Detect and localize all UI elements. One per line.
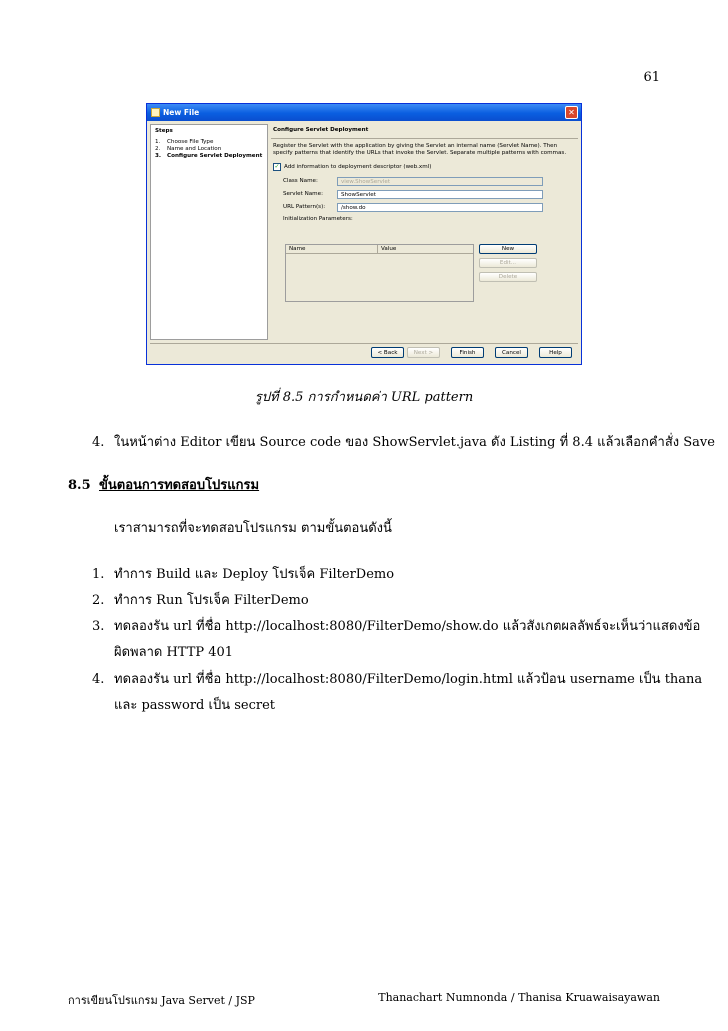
footer-right: Thanachart Numnonda / Thanisa Kruawaisayawan <box>378 991 660 1004</box>
delete-button[interactable]: Delete <box>479 272 537 282</box>
class-name-field: view.ShowServlet <box>337 177 543 186</box>
button-separator <box>150 343 578 344</box>
list-item: 4. ทดลองรัน url ที่ชื่อ http://localhost:8080/FilterDemo/login.html แล้วป้อน username เป็น thana <box>92 672 703 687</box>
list-item: 3. ทดลองรัน url ที่ชื่อ http://localhost:8080/FilterDemo/show.do แล้วสังเกตผลลัพธ์จะเห็นว่าแสดงข้อ <box>92 619 701 634</box>
step-4-text: 4. ในหน้าต่าง Editor เขียน Source code ของ ShowServlet.java ดัง Listing ที่ 8.4 แล้วเลือกคำสั่ง Save <box>92 435 715 450</box>
class-name-label: Class Name: <box>283 178 318 184</box>
steps-panel <box>150 124 268 340</box>
list-item-continuation: และ password เป็น secret <box>114 698 275 713</box>
servlet-name-label: Servlet Name: <box>283 191 323 197</box>
file-icon <box>151 108 160 117</box>
cancel-button[interactable]: Cancel <box>495 347 528 358</box>
new-file-dialog-screenshot <box>146 103 582 365</box>
close-icon[interactable]: ✕ <box>565 106 578 119</box>
deployment-checkbox-row[interactable] <box>273 163 578 171</box>
dialog-title-bar <box>147 104 581 121</box>
steps-heading: Steps <box>155 128 173 134</box>
step-item: 2. Name and Location <box>155 146 222 152</box>
list-item-continuation: ผิดพลาด HTTP 401 <box>114 645 234 660</box>
table-header <box>286 245 473 254</box>
url-pattern-field[interactable]: /show.do <box>337 203 543 212</box>
list-item: 1. ทำการ Build และ Deploy โปรเจ็ค FilterDemo <box>92 567 395 582</box>
servlet-name-field[interactable]: ShowServlet <box>337 190 543 199</box>
step-item-current: 3. Configure Servlet Deployment <box>155 153 263 159</box>
help-button[interactable]: Help <box>539 347 572 358</box>
init-params-table[interactable] <box>285 244 474 302</box>
dialog-title: New File <box>163 108 200 117</box>
new-button[interactable]: New <box>479 244 537 254</box>
next-button[interactable]: Next > <box>407 347 440 358</box>
edit-button[interactable]: Edit... <box>479 258 537 268</box>
configure-panel <box>271 124 578 340</box>
panel-description: Register the Servlet with the application by giving the Servlet an internal name (Servlet Name). Then specify patterns that identify the URLs that invoke the Servlet. Separate multiple patterns with commas. <box>273 143 567 156</box>
list-item: 2. ทำการ Run โปรเจ็ค FilterDemo <box>92 593 309 608</box>
step-item: 1. Choose File Type <box>155 139 214 145</box>
checkbox-label: Add information to deployment descriptor (web.xml) <box>284 163 432 170</box>
intro-paragraph: เราสามารถที่จะทดสอบโปรแกรม ตามขั้นตอนดังนี้ <box>114 521 392 536</box>
column-header-value: Value <box>381 246 397 252</box>
init-params-label: Initialization Parameters: <box>283 216 353 222</box>
checkbox-checked-icon[interactable]: ✓ <box>274 163 280 170</box>
url-pattern-label: URL Pattern(s): <box>283 204 326 210</box>
panel-heading: Configure Servlet Deployment <box>273 127 369 133</box>
section-heading: 8.5 ขั้นตอนการทดสอบโปรแกรม <box>68 478 260 493</box>
footer-left: การเขียนโปรแกรม Java Servet / JSP <box>68 994 255 1007</box>
column-header-name: Name <box>286 245 378 253</box>
finish-button[interactable]: Finish <box>451 347 484 358</box>
figure-caption: รูปที่ 8.5 การกำหนดค่า URL pattern <box>254 390 474 405</box>
back-button[interactable]: < Back <box>371 347 404 358</box>
page-number: 61 <box>643 70 660 85</box>
